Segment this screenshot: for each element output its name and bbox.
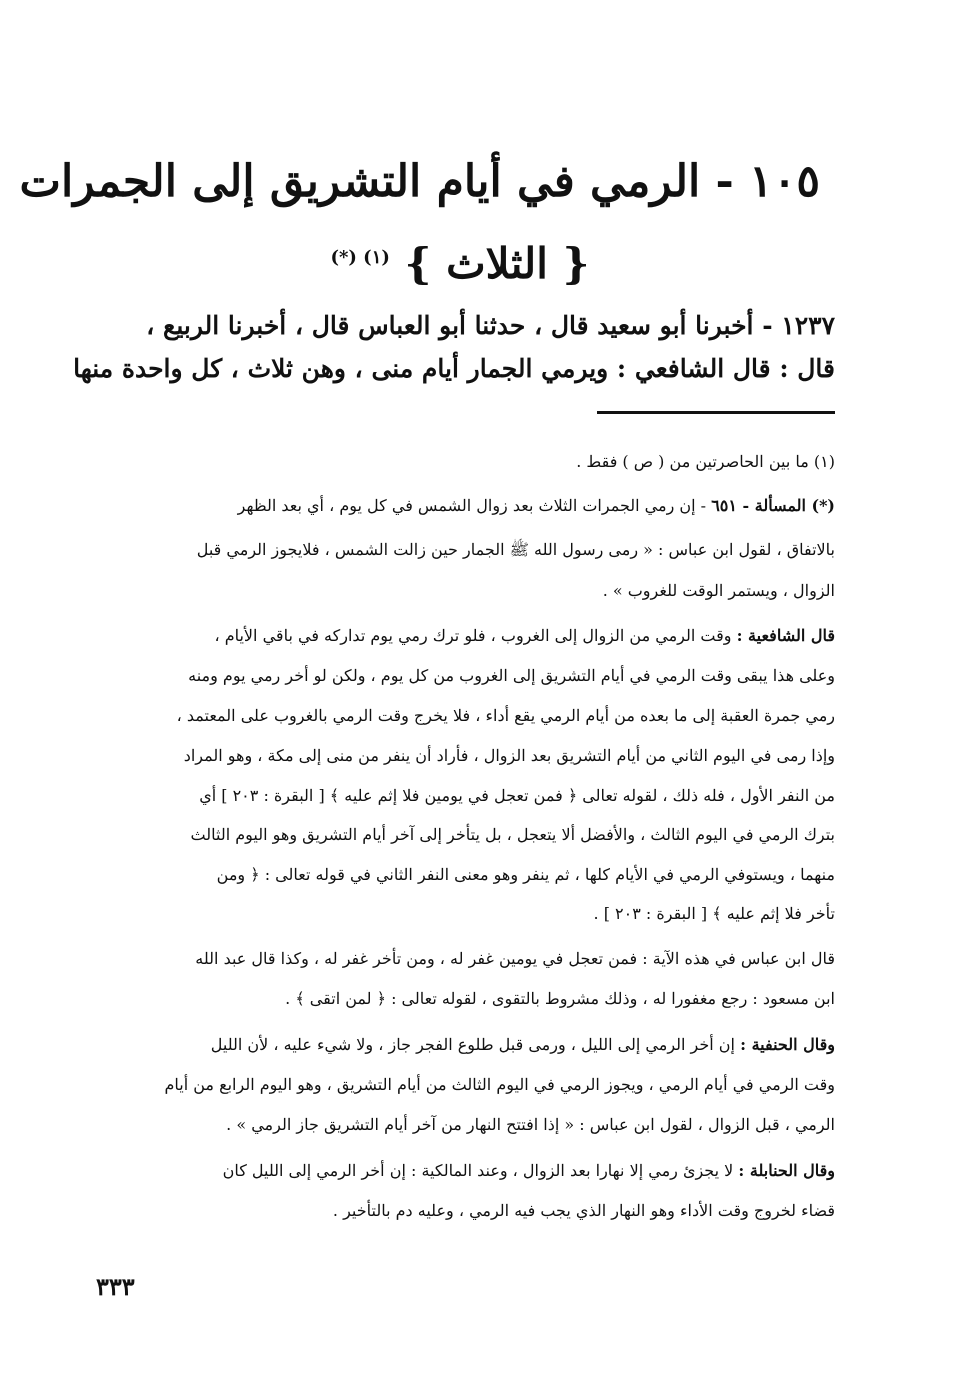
shafii-line-3: رمي جمرة العقبة إلى ما بعده من أيام الرمي يقع أداء ، فلا يخرج وقت الرمي بالغروب على المعتمد ، [176,706,835,725]
chapter-title-brace-open: { [562,239,590,288]
chapter-title-text: ١٠٥ - الرمي في أيام التشريق إلى الجمرات [19,156,820,207]
page-number: ٣٣٣ [96,1272,135,1301]
shafii-line-2: وعلى هذا يبقى وقت الرمي في أيام التشريق إلى الغروب من كل يوم ، ولكن لو أخر رمي يوم ومنه [188,666,835,685]
footnote-1: (١) ما بين الحاصرتين من ( ص ) فقط . [576,452,835,471]
hanbali-text: لا يجزئ رمي إلا نهارا بعد الزوال ، وعند المالكية : إن أخر الرمي إلى الليل كان [222,1161,734,1180]
main-text-line-2: قال : قال الشافعي : ويرمي الجمار أيام منى ، وهن ثلاث ، كل واحدة منها [73,354,835,383]
chapter-title-continuation: الثلاث } [404,239,548,288]
issue-label: (*) المسألة - ٦٥١ [711,496,835,515]
shafii-line-1 [115,623,835,649]
issue-text: - إن رمي الجمرات الثلاث بعد زوال الشمس في كل يوم ، أي بعد الظهر [237,496,707,515]
shafii-line-4: وإذا رمى في اليوم الثاني من أيام التشريق بعد الزوال ، فأراد أن ينفر من منى إلى مكة ، وهو المراد [183,746,835,765]
shafii-line-5: من النفر الأول ، فله ذلك ، لقوله تعالى ﴿ فمن تعجل في يومين فلا إثم عليه ﴾ [ البقرة : ٢٠٣ ] أي [199,786,835,805]
footnote-markers: (١) (*) [330,247,390,268]
issue-line-2: بالاتفاق ، لقول ابن عباس : « رمى رسول الله ﷺ الجمار حين زالت الشمس ، فلايجوز الرمي قبل [196,540,835,559]
hanafi-line-2: وقت الرمي في أيام الرمي ، ويجوز الرمي في اليوم الثالث من أيام التشريق ، وهو اليوم الرابع من أيام [164,1075,835,1094]
main-text-line-1: ١٢٣٧ - أخبرنا أبو سعيد قال ، حدثنا أبو العباس قال ، أخبرنا الربيع ، [146,311,835,340]
hanbali-line-2: قضاء لخروج وقت الأداء وهو النهار الذي يجب فيه الرمي ، وعليه دم بالتأخير . [332,1201,835,1220]
hanafi-text: إن أخر الرمي إلى الليل ، ورمى قبل طلوع الفجر جاز ، ولا شيء عليه ، لأن الليل [210,1035,735,1054]
chapter-title-line-2 [100,228,820,294]
hanafi-line-3: الرمي ، قبل الزوال ، لقول ابن عباس : « إذا افتتح النهار من آخر أيام التشريق جاز الرمي » . [226,1115,835,1134]
hanbali-line-1 [115,1158,835,1184]
ibn-abbas-line-2: ابن مسعود : رجع مغفورا له ، وذلك مشروط بالتقوى ، لقوله تعالى : ﴿ لمن اتقى ﴾ . [285,989,835,1008]
shafii-label: قال الشافعية : [736,626,835,645]
issue-line-3: الزوال ، ويستمر الوقت للغروب » . [602,581,835,600]
issue-line-1 [115,493,835,519]
shafii-line-7: منهما ، ويستوفي الرمي في الأيام كلها ، ثم ينفر وهو معنى النفر الثاني في قوله تعالى : ﴿ ومن [216,865,835,884]
footnote-separator-rule [597,411,835,414]
hanbali-label: وقال الحنابلة : [738,1161,835,1180]
shafii-text: وقت الرمي من الزوال إلى الغروب ، فلو ترك رمي يوم تداركه في باقي الأيام ، [214,626,732,645]
chapter-title-line-1 [19,150,820,214]
hanafi-label: وقال الحنفية : [740,1035,835,1054]
ibn-abbas-line-1: قال ابن عباس في هذه الآية : فمن تعجل في يومين غفر له ، ومن تأخر غفر له ، وكذا قال عبد الله [195,949,835,968]
shafii-line-6: بترك الرمي في اليوم الثالث ، والأفضل ألا يتعجل ، بل يتأخر إلى آخر أيام التشريق وهو اليوم الثالث [190,825,835,844]
hanafi-line-1 [115,1032,835,1058]
shafii-line-8: تأخر فلا إثم عليه ﴾ [ البقرة : ٢٠٣ ] . [593,904,835,923]
